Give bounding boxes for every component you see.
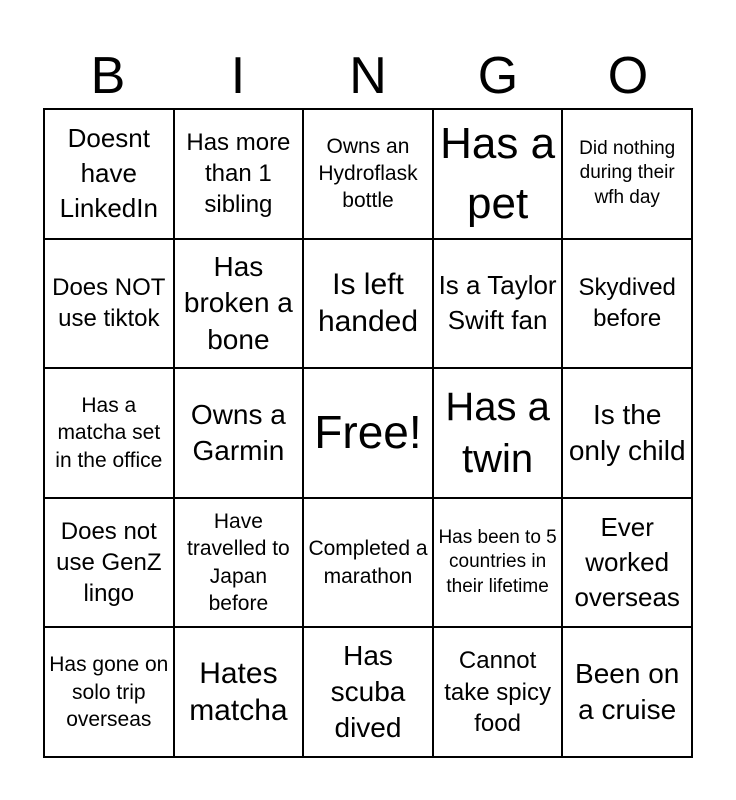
bingo-cell[interactable]: Skydived before <box>562 239 692 369</box>
bingo-cell[interactable]: Has scuba dived <box>303 627 433 757</box>
bingo-cell[interactable]: Ever worked overseas <box>562 498 692 628</box>
bingo-cell[interactable]: Did nothing during their wfh day <box>562 109 692 239</box>
bingo-cell[interactable]: Has a matcha set in the office <box>44 368 174 498</box>
bingo-cell[interactable]: Is left handed <box>303 239 433 369</box>
bingo-cell[interactable]: Been on a cruise <box>562 627 692 757</box>
bingo-cell[interactable]: Owns a Garmin <box>174 368 304 498</box>
bingo-board <box>43 108 693 758</box>
bingo-cell[interactable]: Has a twin <box>433 368 563 498</box>
bingo-cell[interactable]: Is a Taylor Swift fan <box>433 239 563 369</box>
free-space-cell[interactable]: Free! <box>303 368 433 498</box>
header-letter-i: I <box>230 47 246 105</box>
bingo-cell[interactable]: Does not use GenZ lingo <box>44 498 174 628</box>
bingo-cell[interactable]: Has been to 5 countries in their lifetime <box>433 498 563 628</box>
bingo-cell[interactable]: Doesnt have LinkedIn <box>44 109 174 239</box>
bingo-cell[interactable]: Has gone on solo trip overseas <box>44 627 174 757</box>
bingo-cell[interactable]: Has a pet <box>433 109 563 239</box>
bingo-cell[interactable]: Owns an Hydroflask bottle <box>303 109 433 239</box>
bingo-cell[interactable]: Is the only child <box>562 368 692 498</box>
bingo-cell[interactable]: Cannot take spicy food <box>433 627 563 757</box>
bingo-cell[interactable]: Has more than 1 sibling <box>174 109 304 239</box>
bingo-header <box>43 44 693 108</box>
bingo-cell[interactable]: Hates matcha <box>174 627 304 757</box>
header-letter-n: N <box>349 47 387 105</box>
bingo-cell[interactable]: Does NOT use tiktok <box>44 239 174 369</box>
header-letter-o: O <box>607 47 649 105</box>
bingo-cell[interactable]: Have travelled to Japan before <box>174 498 304 628</box>
bingo-cell[interactable]: Has broken a bone <box>174 239 304 369</box>
header-letter-g: G <box>477 47 519 105</box>
header-letter-b: B <box>90 47 126 105</box>
bingo-cell[interactable]: Completed a marathon <box>303 498 433 628</box>
